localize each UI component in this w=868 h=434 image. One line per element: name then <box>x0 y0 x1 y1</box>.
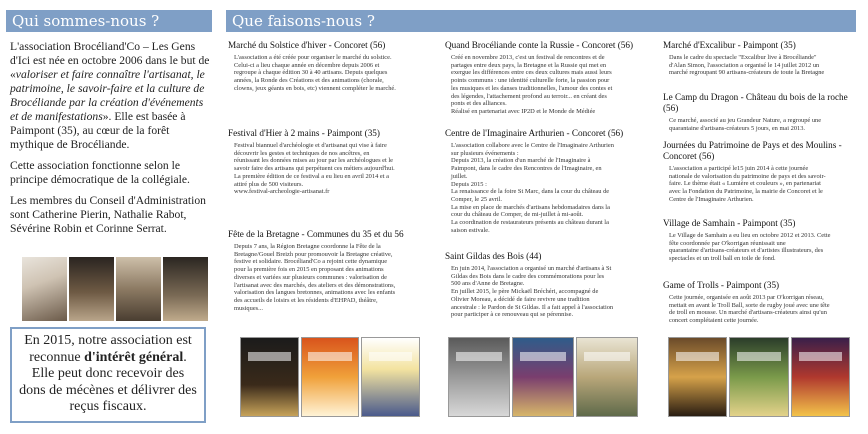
event-description-line: festive et solidaire. Brocéliand'Co a rejoint cette dynamique <box>234 258 388 266</box>
event-title: Quand Brocéliande conte la Russie - Concoret (56) <box>445 40 634 50</box>
event-description-line: pour participer à ce renouveau qui se pérennise. <box>451 311 574 319</box>
event-description-line: d'Alan Simon, l'association a organisé le 14 juillet 2012 un <box>669 61 820 69</box>
event-saint-gildas <box>445 251 645 319</box>
event-solstice <box>228 40 424 93</box>
event-description-line: attiré plus de 500 visiteurs. <box>234 180 304 188</box>
event-description-line: exergue les différences entre ces deux cultures mais aussi leurs <box>451 69 612 77</box>
event-excalibur <box>663 40 858 77</box>
event-description-line: Celui-ci a lieu chaque année en décembre depuis 2006 et <box>234 61 380 69</box>
event-description-line: concert complétaient cette journée. <box>669 317 759 325</box>
event-description-line: Gildas des Bois dans le cadre des commémorations pour les <box>451 272 605 280</box>
event-description-line: points communs : une identité culturelle forte, la passion pour <box>451 77 610 85</box>
event-description-line: La renaissance de la foire St Marc, dans la cour du château de <box>451 188 610 196</box>
event-description-line: années, la Ronde des Créations et des animations (chorale, <box>234 77 384 85</box>
posters-column-2 <box>448 337 638 417</box>
event-description <box>663 165 858 204</box>
event-description <box>663 54 858 77</box>
event-description <box>228 54 424 93</box>
event-description-line: La coordination de restaurateurs présents au château durant la <box>451 219 609 227</box>
event-description-line: juillet. <box>451 172 468 180</box>
event-description-line: savoir faire des artisans qui perpétuent ces métiers aujourd'hui. <box>234 165 395 173</box>
poster-image <box>512 337 574 417</box>
event-description <box>663 232 858 263</box>
event-description-line: mettait en avant le Troll Ball, sorte de rugby joué avec une tête <box>669 301 830 309</box>
event-title: Le Camp du Dragon - Château du bois de la roche (56) <box>663 92 848 113</box>
event-festival-hier <box>228 128 424 196</box>
event-description-line: Réalisé en partenariat avec IP2D et le Monde de Médiée <box>451 107 596 115</box>
event-description-line: Festival biannuel d'archéologie et d'artisanat qui vise à faire <box>234 142 387 149</box>
event-description-line: réunissant les données mises au jour par les archéologues et le <box>234 157 394 165</box>
event-journees-patrimoine <box>663 140 858 204</box>
event-description-line: Créé en novembre 2013, c'est un festival de rencontres et de <box>451 54 605 61</box>
event-description-line: des légendes, l'attachement profond au terroir... en créant des <box>451 92 607 100</box>
event-description-line: des accueils de loisirs et les résidents d'EHPAD, théâtre, <box>234 296 378 304</box>
posters-column-1 <box>240 337 420 417</box>
event-title: Saint Gildas des Bois (44) <box>445 251 542 261</box>
box-text-end: . Elle peut donc recevoir des dons de mécènes et délivrer des reçus fiscaux. <box>19 349 197 414</box>
event-description <box>445 54 645 116</box>
event-description-line: Ce marché, associé au jeu Grandeur Nature, a regroupé une <box>669 117 822 124</box>
event-description-line: Dans le cadre du spectacle "Excalibur live à Brocéliande" <box>669 54 817 61</box>
section-header-what: Que faisons-nous ? <box>226 10 856 32</box>
event-description-line: les musiques et les danses traditionnelles, l'amour des contes et <box>451 84 613 92</box>
event-description <box>228 142 424 196</box>
event-samhain <box>663 218 858 263</box>
event-description <box>445 142 645 234</box>
event-title: Village de Samhain - Paimpont (35) <box>663 218 796 228</box>
intro-text <box>10 40 210 243</box>
event-description-line: nationale de valorisation du patrimoine de pays et des savoir- <box>669 172 826 180</box>
event-description-line: diverses et variées sur plusieurs communes : valorisation de <box>234 273 387 281</box>
event-russie <box>445 40 645 116</box>
event-description-line: La première édition de ce festival a eu lieu en avril 2014 et a <box>234 172 389 180</box>
poster-image <box>361 337 420 417</box>
poster-image <box>301 337 360 417</box>
event-description-line: L'association a été créée pour organiser le marché du solstice. <box>234 54 392 61</box>
poster-image <box>729 337 788 417</box>
event-description-line: marché regroupant 90 artisans-créateurs de toute la Bretagne <box>669 69 825 77</box>
box-text-start: En 2015, notre association est reconnue <box>24 333 192 365</box>
event-description-line: valorisation des langues bretonnes, animations avec les enfants <box>234 289 396 297</box>
event-description-line: L'association a participé le15 juin 2014 à cette journée <box>669 165 809 172</box>
poster-image <box>668 337 727 417</box>
event-description-line: fête coordonnée par O'korrigan réunissait une <box>669 239 786 247</box>
event-title: Game of Trolls - Paimpont (35) <box>663 280 780 290</box>
event-description-line: Comper, le 25 avril. <box>451 195 503 203</box>
event-description-line: l'artisanat avec des marchés, des ateliers et des démonstrations, <box>234 281 396 289</box>
event-description-line: partages entre deux pays, la Bretagne et la Russie qui met en <box>451 61 607 69</box>
event-description-line: Depuis 7 ans, la Région Bretagne coordonne la Fête de la <box>234 243 381 250</box>
event-fete-bretagne <box>228 229 424 312</box>
poster-image <box>791 337 850 417</box>
intro-p1-quote: valoriser et faire connaître l'artisanat, le patrimoine, le savoir-faire et la culture de Brocéliande par la création d'événements et de manifestations <box>10 68 205 123</box>
event-description-line: faire. Le thème était « Lumière et couleurs », en partenariat <box>669 180 821 188</box>
event-description-line: découvrir les gestes et techniques de nos ancêtres, en <box>234 149 370 157</box>
event-description-line: En juillet 2015, le père Mickaël Bréchéri, accompagné de <box>451 288 599 296</box>
event-description-line: www.festival-archeologie-artisanat.fr <box>234 188 330 196</box>
box-text-bold: d'intérêt général <box>84 349 184 365</box>
section-header-who: Qui sommes-nous ? <box>6 10 212 32</box>
poster-image <box>576 337 638 417</box>
event-title: Journées du Patrimoine de Pays et des Moulins - Concoret (56) <box>663 140 842 161</box>
event-imaginaire <box>445 128 645 234</box>
event-description-line: Depuis 2015 : <box>451 180 487 188</box>
photo-jewelry <box>22 257 67 321</box>
general-interest-box <box>10 327 206 423</box>
event-description-line: pour la première fois en 2015 en proposant des animations <box>234 266 384 274</box>
event-title: Marché d'Excalibur - Paimpont (35) <box>663 40 796 50</box>
event-description-line: avec la Fondation du Patrimoine, la mairie de Concoret et le <box>669 188 823 196</box>
photo-sculpture <box>163 257 208 321</box>
event-description-line: sur plusieurs événements : <box>451 149 519 157</box>
event-description-line: Cette journée, organisée en août 2013 par O'korrigan réseau, <box>669 294 824 301</box>
posters-column-3 <box>668 337 850 417</box>
intro-paragraph-2: Cette association fonctionne selon le principe démocratique de la collégiale. <box>10 159 190 186</box>
poster-image <box>240 337 299 417</box>
event-description-line: Olivier Moreau, a décidé de faire revivre une tradition <box>451 295 590 303</box>
event-description <box>228 243 424 312</box>
event-title: Fête de la Bretagne - Communes du 35 et du 56 <box>228 229 404 239</box>
event-description-line: cour du château de Comper, de mi-juillet à mi-août. <box>451 211 584 219</box>
photo-figurine <box>69 257 114 321</box>
event-description-line: La mise en place de marchés d'artisans hebdomadaires dans la <box>451 203 610 211</box>
event-description-line: L'association collabore avec le Centre de l'Imaginaire Arthurien <box>451 142 614 149</box>
event-description-line: Centre de l'Imaginaire Arthurien. <box>669 195 754 203</box>
event-title: Festival d'Hier à 2 mains - Paimpont (35) <box>228 128 380 138</box>
event-description-line: En juin 2014, l'association a organisé un marché d'artisans à St <box>451 265 612 272</box>
event-title: Marché du Solstice d'hiver - Concoret (56) <box>228 40 386 50</box>
event-description <box>445 265 645 319</box>
event-description-line: Depuis 2013, la création d'un marché de l'Imaginaire à <box>451 157 591 165</box>
event-description-line: Le Village de Samhain a eu lieu en octobre 2012 et 2013. Cette <box>669 232 831 239</box>
event-description-line: spectacles et un troll ball en toile de fond. <box>669 255 776 263</box>
event-description-line: quarantaine d'artisans-créateurs 5 jours, en mai 2013. <box>669 124 806 132</box>
event-description-line: regroupe à chaque édition 30 à 40 artisans. Depuis quelques <box>234 69 388 77</box>
intro-p1-end: ». Elle est basée à Paimpont (35), au cœur de la forêt mythique de Brocéliande. <box>10 110 186 151</box>
event-description <box>663 294 858 325</box>
event-description-line: clowns, jeux géants en bois, etc) viennent compléter le marché. <box>234 84 396 92</box>
intro-paragraph-1 <box>10 40 210 152</box>
event-description-line: ponts et des alliances. <box>451 100 507 108</box>
event-game-of-trolls <box>663 280 858 325</box>
event-description-line: Bretagne/Gouel Breizh pour promouvoir la Bretagne créative, <box>234 250 393 258</box>
intro-p1-start: L'association Brocéliand'Co – Les Gens d'Ici est née en octobre 2006 dans le but de « <box>10 40 210 81</box>
event-description-line: musiques... <box>234 304 263 312</box>
event-description <box>663 117 858 132</box>
event-title: Centre de l'Imaginaire Arthurien - Concoret (56) <box>445 128 624 138</box>
event-description-line: ancestrale : le Pardon de St Gildas. Il a fait appel à l'association <box>451 303 614 311</box>
craft-photos <box>22 257 208 321</box>
event-description-line: de troll en mousse. Un marché d'artisans-créateurs ainsi qu'un <box>669 309 827 317</box>
event-camp-dragon <box>663 92 858 132</box>
intro-paragraph-3: Les membres du Conseil d'Administration sont Catherine Pierin, Nathalie Rabot, Sévérine Robin et Corinne Serrat. <box>10 194 206 235</box>
event-description-line: Paimpont, dans le cadre des Rencontres de l'Imaginaire, en <box>451 165 602 173</box>
event-description-line: quarantaine d'artisans-créateurs et d'artistes illustrateurs, des <box>669 247 824 255</box>
event-description-line: saison estivale. <box>451 226 490 234</box>
photo-costume <box>116 257 161 321</box>
event-description-line: 500 ans d'Anne de Bretagne. <box>451 280 525 288</box>
poster-image <box>448 337 510 417</box>
